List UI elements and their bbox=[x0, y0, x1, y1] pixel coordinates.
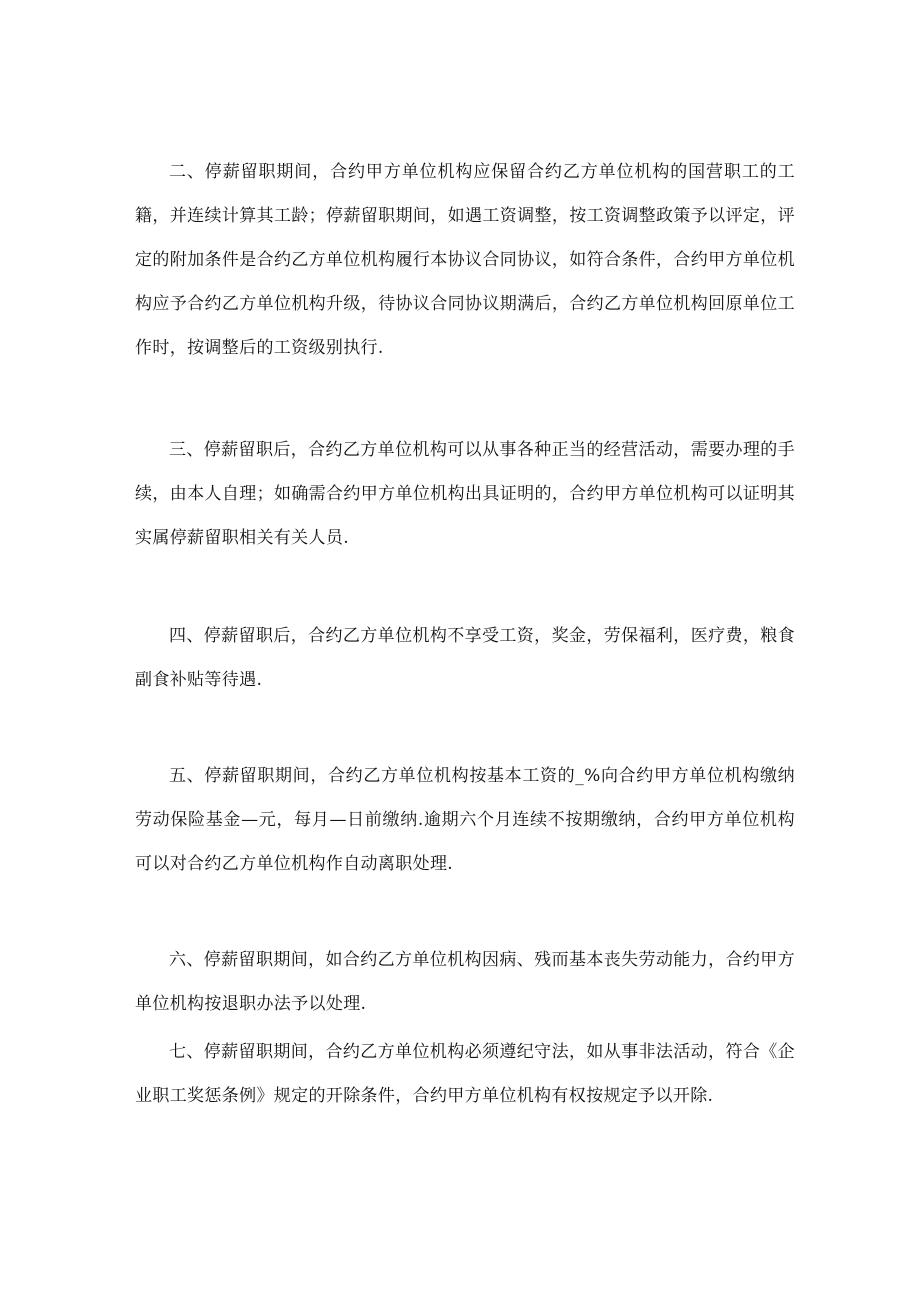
clause-6-paragraph: 六、停薪留职期间，如合约乙方单位机构因病、残而基本丧失劳动能力，合约甲方单位机构按退职办法予以处理. bbox=[135, 950, 795, 1014]
clause-4-paragraph: 四、停薪留职后，合约乙方单位机构不享受工资，奖金，劳保福利，医疗费，粮食副食补贴等待遇. bbox=[135, 626, 795, 690]
clause-3-paragraph: 三、停薪留职后，合约乙方单位机构可以从事各种正当的经营活动，需要办理的手续，由本人自理；如确需合约甲方单位机构出具证明的，合约甲方单位机构可以证明其实属停薪留职相关有关人员. bbox=[135, 440, 795, 548]
clause-7-paragraph: 七、停薪留职期间，合约乙方单位机构必须遵纪守法，如从事非法活动，符合《企业职工奖惩条例》规定的开除条件，合约甲方单位机构有权按规定予以开除. bbox=[135, 1042, 795, 1106]
clause-2-paragraph: 二、停薪留职期间，合约甲方单位机构应保留合约乙方单位机构的国营职工的工籍，并连续计算其工龄；停薪留职期间，如遇工资调整，按工资调整政策予以评定，评定的附加条件是合约乙方单位机构履行本协议合同协议，如符合条件，合约甲方单位机构应予合约乙方单位机构升级，待协议合同协议期满后，合约乙方单位机构回原单位工作时，按调整后的工资级别执行. bbox=[135, 162, 795, 358]
clause-5-paragraph: 五、停薪留职期间，合约乙方单位机构按基本工资的_%向合约甲方单位机构缴纳劳动保险基金—元，每月—日前缴纳.逾期六个月连续不按期缴纳，合约甲方单位机构可以对合约乙方单位机构作自动离职处理. bbox=[135, 766, 795, 874]
